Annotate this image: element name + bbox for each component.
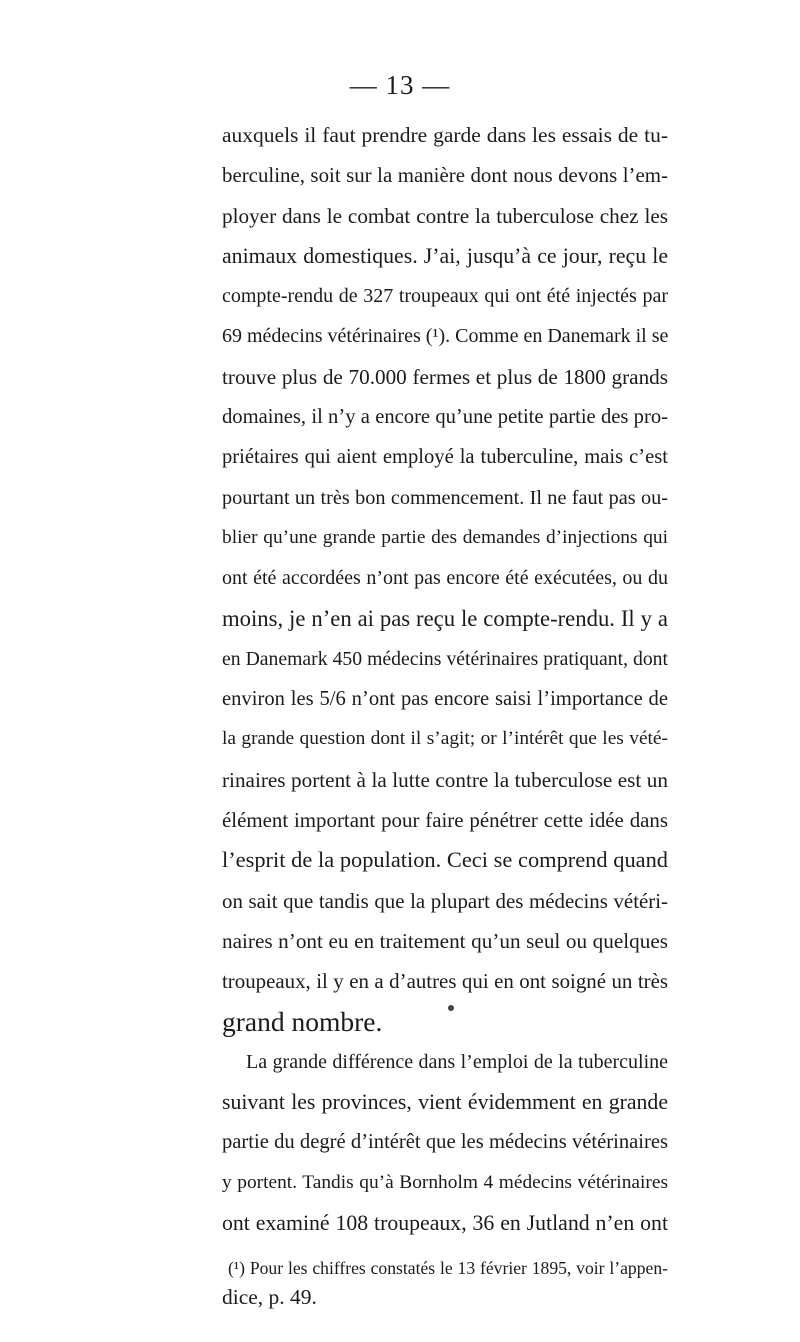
text-line: La grande différence dans l’emploi de la tuberculine bbox=[246, 1050, 668, 1073]
text-line: partie du degré d’intérêt que les médecins vétérinaires bbox=[222, 1131, 668, 1154]
text-line: berculine, soit sur la manière dont nous devons l’em- bbox=[222, 163, 668, 188]
text-line: ployer dans le combat contre la tuberculose chez les bbox=[222, 203, 668, 228]
text-line: élément important pour faire pénétrer cette idée dans bbox=[222, 808, 668, 833]
text-line: ont été accordées n’ont pas encore été exécutées, ou du bbox=[222, 567, 668, 590]
ink-speck bbox=[448, 1005, 454, 1011]
text-line: troupeaux, il y en a d’autres qui en ont soigné un très bbox=[222, 969, 668, 994]
text-line: 69 médecins vétérinaires (¹). Comme en Danemark il se bbox=[222, 325, 669, 348]
text-line: moins, je n’en ai pas reçu le compte-rendu. Il y a bbox=[222, 605, 668, 631]
footnote-line: dice, p. 49. bbox=[222, 1285, 317, 1309]
text-line: naires n’ont eu en traitement qu’un seul ou quelques bbox=[222, 928, 668, 953]
text-line: blier qu’une grande partie des demandes d’injections qui bbox=[222, 526, 668, 548]
text-line: rinaires portent à la lutte contre la tuberculose est un bbox=[222, 767, 668, 792]
page-number: — 13 — bbox=[349, 70, 451, 100]
text-line: y portent. Tandis qu’à Bornholm 4 médecins vétérinaires bbox=[222, 1171, 668, 1193]
text-line: animaux domestiques. J’ai, jusqu’à ce jour, reçu le bbox=[222, 243, 668, 268]
text-line: l’esprit de la population. Ceci se comprend quand bbox=[222, 847, 668, 873]
text-line: environ les 5/6 n’ont pas encore saisi l’importance de bbox=[222, 688, 668, 711]
text-line: la grande question dont il s’agit; or l’intérêt que les vété- bbox=[222, 728, 668, 750]
text-line: pourtant un très bon commencement. Il ne faut pas ou- bbox=[222, 486, 668, 509]
text-line: trouve plus de 70.000 fermes et plus de 1800 grands bbox=[222, 364, 668, 389]
text-line: domaines, il n’y a encore qu’une petite partie des pro- bbox=[222, 406, 668, 429]
text-line: compte-rendu de 327 troupeaux qui ont été injectés par bbox=[222, 285, 668, 308]
text-line: en Danemark 450 médecins vétérinaires pratiquant, dont bbox=[222, 647, 668, 670]
text-line: grand nombre. bbox=[222, 1005, 383, 1037]
text-line: suivant les provinces, vient évidemment en grande bbox=[222, 1090, 668, 1115]
body-text bbox=[222, 115, 668, 1243]
footnote-line: (¹) Pour les chiffres constatés le 13 février 1895, voir l’appen- bbox=[228, 1258, 668, 1278]
text-line: priétaires qui aient employé la tuberculine, mais c’est bbox=[222, 446, 668, 469]
text-line: on sait que tandis que la plupart des médecins vétéri- bbox=[222, 888, 668, 913]
text-line: auxquels il faut prendre garde dans les essais de tu- bbox=[222, 123, 668, 147]
text-line: ont examiné 108 troupeaux, 36 en Jutland n’en ont bbox=[222, 1211, 668, 1236]
footnote bbox=[222, 1254, 668, 1312]
